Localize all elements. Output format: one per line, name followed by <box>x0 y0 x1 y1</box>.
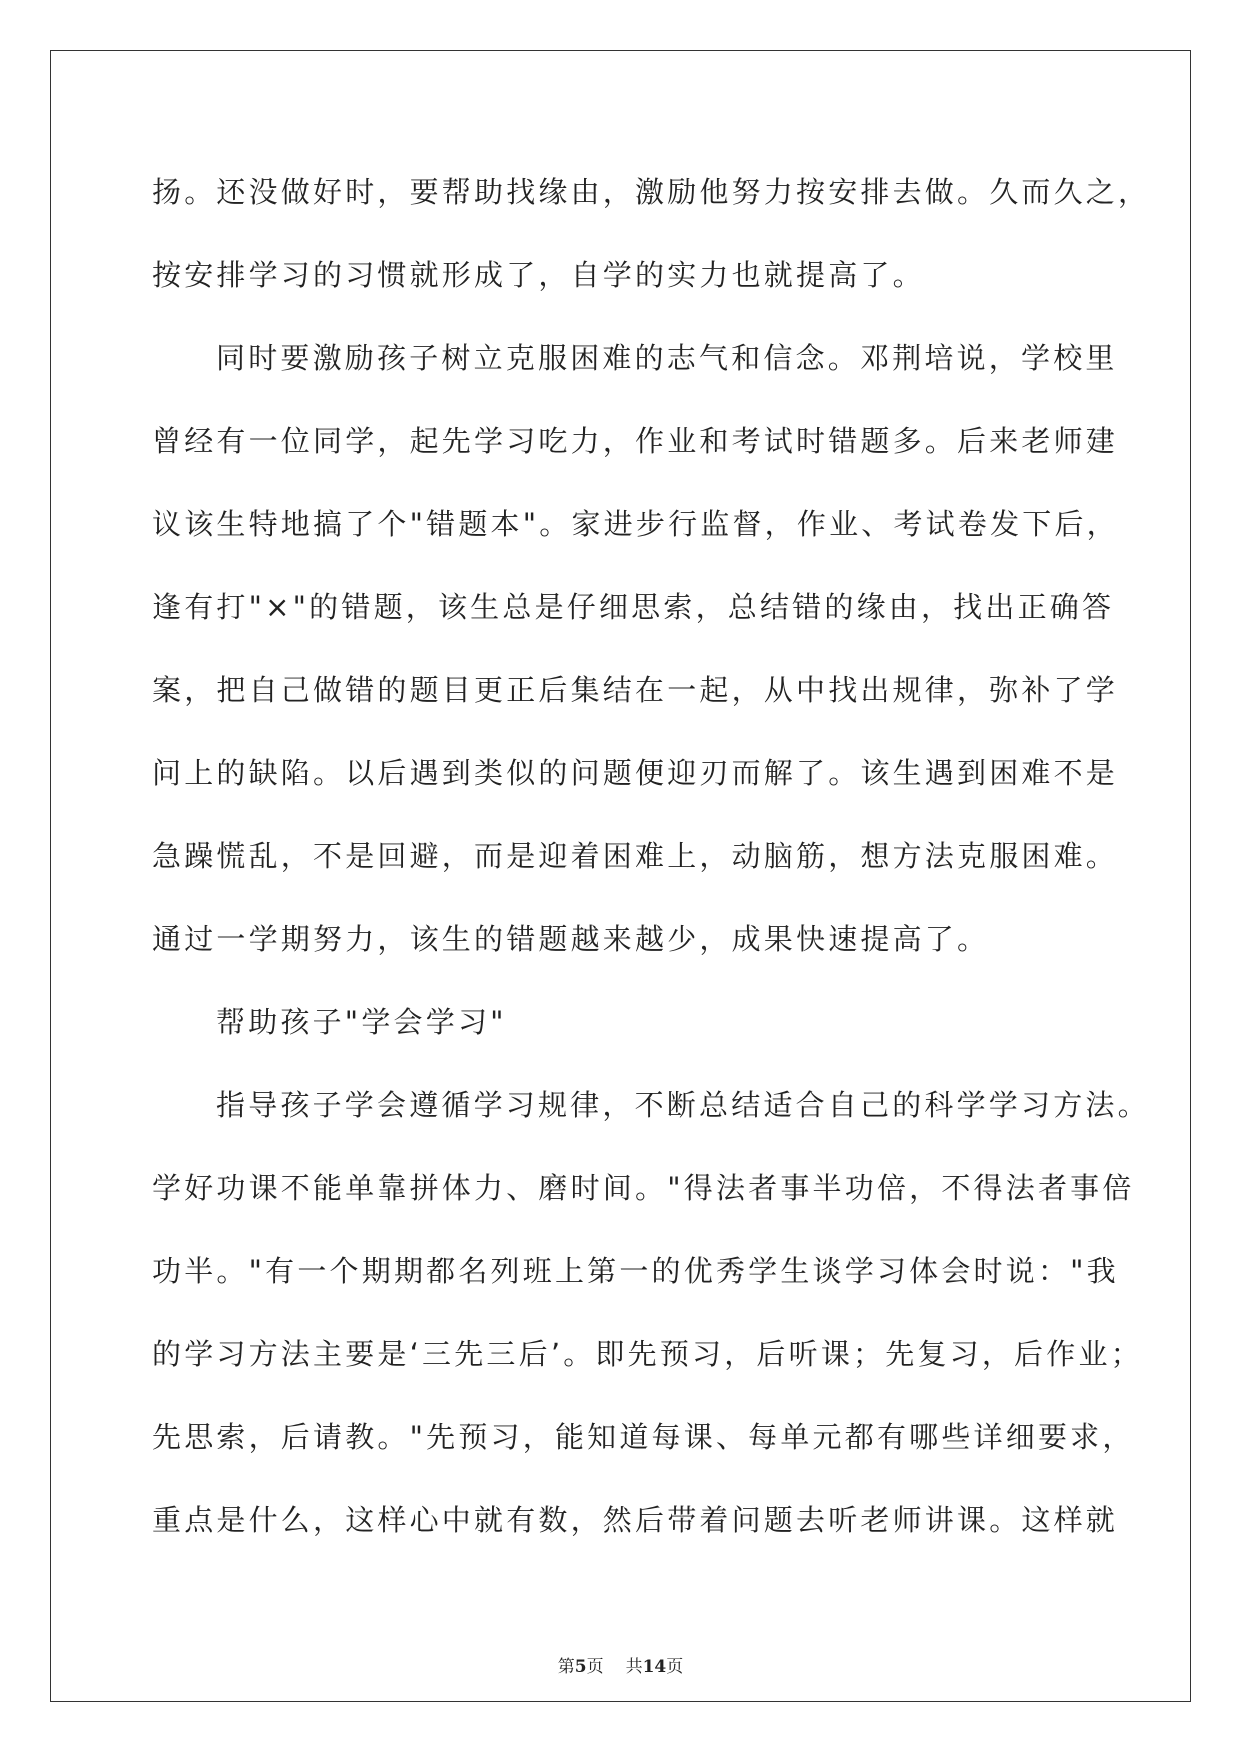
page-prefix: 第 <box>557 1657 575 1677</box>
text-line-17: 重点是什么，这样心中就有数，然后带着问题去听老师讲课。这样就 <box>152 1503 1119 1537</box>
text-line-15: 的学习方法主要是‘三先三后’。即先预习，后听课；先复习，后作业； <box>152 1337 1143 1371</box>
text-line-13: 学好功课不能单靠拼体力、磨时间。"得法者事半功倍，不得法者事倍 <box>152 1171 1135 1205</box>
text-line-6: 逢有打"×"的错题，该生总是仔细思索，总结错的缘由，找出正确答 <box>152 590 1115 624</box>
section-heading: 帮助孩子"学会学习" <box>216 1005 507 1039</box>
text-line-2: 按安排学习的习惯就形成了，自学的实力也就提高了。 <box>152 258 925 292</box>
text-line-8: 问上的缺陷。以后遇到类似的问题便迎刃而解了。该生遇到困难不是 <box>152 756 1119 790</box>
total-suffix: 页 <box>666 1657 684 1677</box>
text-line-16: 先思索，后请教。"先预习，能知道每课、每单元都有哪些详细要求， <box>152 1420 1135 1454</box>
text-line-4: 曾经有一位同学，起先学习吃力，作业和考试时错题多。后来老师建 <box>152 424 1119 458</box>
text-line-12: 指导孩子学会遵循学习规律，不断总结适合自己的科学学习方法。 <box>216 1088 1150 1122</box>
page-suffix: 页 <box>586 1657 604 1677</box>
text-line-14: 功半。"有一个期期都名列班上第一的优秀学生谈学习体会时说："我 <box>152 1254 1119 1288</box>
page-footer <box>0 1652 1241 1677</box>
text-line-1: 扬。还没做好时，要帮助找缘由，激励他努力按安排去做。久而久之， <box>152 175 1151 209</box>
text-line-3: 同时要激励孩子树立克服困难的志气和信念。邓荆培说，学校里 <box>216 341 1118 375</box>
text-line-7: 案，把自己做错的题目更正后集结在一起，从中找出规律，弥补了学 <box>152 673 1119 707</box>
text-line-10: 通过一学期努力，该生的错题越来越少，成果快速提高了。 <box>152 922 990 956</box>
text-line-5: 议该生特地搞了个"错题本"。家进步行监督，作业、考试卷发下后， <box>152 507 1119 541</box>
page-number: 5 <box>574 1657 587 1677</box>
total-pages: 14 <box>642 1657 667 1677</box>
text-line-9: 急躁慌乱，不是回避，而是迎着困难上，动脑筋，想方法克服困难。 <box>152 839 1119 873</box>
document-body <box>152 166 1151 1577</box>
total-prefix: 共 <box>625 1657 643 1677</box>
